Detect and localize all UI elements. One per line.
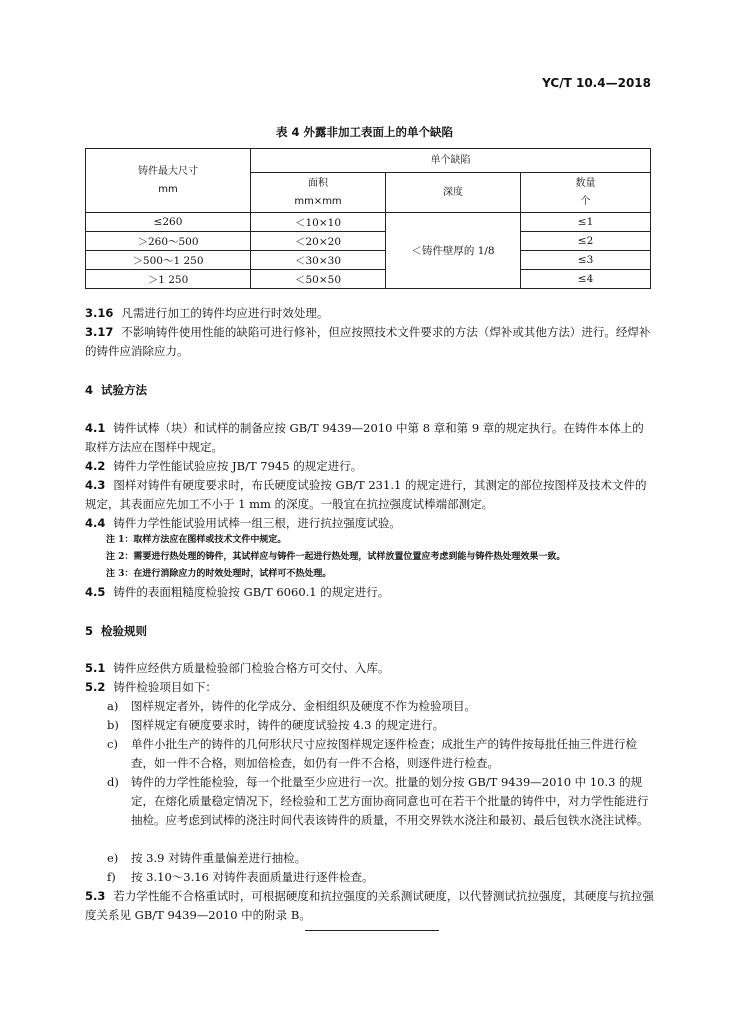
- clause-number: 4.4: [85, 516, 106, 530]
- clause-3-16: [85, 304, 655, 323]
- item-text: 图样规定者外，铸件的化学成分、金相组织及硬度不作为检验项目。: [131, 699, 476, 713]
- item-label: c): [107, 737, 118, 751]
- clause-number: 3.16: [85, 306, 114, 320]
- section-number: 5: [85, 624, 94, 638]
- list-item: [107, 716, 656, 735]
- section-4-heading: [85, 381, 655, 400]
- clause-text: 铸件的表面粗糙度检验按 GB/T 6060.1 的规定进行。: [113, 585, 390, 599]
- clause-text: 若力学性能不合格重试时，可根据硬度和抗拉强度的关系测试硬度，以代替测试抗拉强度，其硬度与抗拉强度关系见 GB/T 9439—2010 中的附录 B。: [85, 889, 654, 922]
- item-text: 按 3.10～3.16 对铸件表面质量进行逐件检查。: [131, 870, 374, 884]
- area-label: 面积: [308, 177, 328, 189]
- table-row: [86, 270, 651, 289]
- clause-number: 5.3: [85, 889, 106, 903]
- table-row: [86, 232, 651, 251]
- count-cell: ≤4: [521, 270, 651, 289]
- clause-4-2: [85, 457, 655, 476]
- standard-code: YC/T 10.4—2018: [542, 76, 651, 90]
- clause-4-5: [85, 583, 655, 602]
- item-label: d): [107, 775, 119, 789]
- clause-4-3: [85, 476, 655, 514]
- clause-text: 铸件力学性能试验应按 JB/T 7945 的规定进行。: [113, 459, 363, 473]
- clause-number: 3.17: [85, 325, 114, 339]
- size-unit: mm: [158, 183, 178, 195]
- section-title: 检验规则: [101, 624, 148, 638]
- note-3: 注 3：在进行消除应力的时效处理时，试样可不热处理。: [106, 569, 332, 579]
- clause-number: 5.2: [85, 680, 106, 694]
- list-item: [107, 849, 656, 868]
- note-1: 注 1：取样方法应在图样或技术文件中规定。: [106, 535, 287, 545]
- item-text: 单件小批生产的铸件的几何形状尺寸应按图样规定逐件检查；成批生产的铸件按每批任抽三件进行检查，如一件不合格，则加倍检查，如仍有一件不合格，则逐件进行检查。: [131, 737, 637, 770]
- header-cell-area: [251, 173, 386, 213]
- clause-number: 5.1: [85, 661, 106, 675]
- clause-number: 4.2: [85, 459, 106, 473]
- count-label: 数量: [575, 177, 596, 189]
- area-unit: mm×mm: [294, 195, 342, 207]
- count-cell: ≤1: [521, 213, 651, 232]
- clause-number: 4.3: [85, 478, 106, 492]
- end-rule: [305, 930, 439, 931]
- area-cell: ＜30×30: [251, 251, 386, 270]
- section-number: 4: [85, 383, 94, 397]
- clause-5-1: [85, 659, 655, 678]
- area-cell: ＜10×10: [251, 213, 386, 232]
- table-row: [86, 213, 651, 232]
- clause-text: 铸件应经供方质量检验部门检验合格方可交付、入库。: [113, 661, 390, 675]
- clause-text: 凡需进行加工的铸件均应进行时效处理。: [121, 306, 329, 320]
- defects-table: [85, 148, 651, 289]
- clause-text: 铸件力学性能试验用试棒一组三根，进行抗拉强度试验。: [113, 516, 401, 530]
- header-cell-count: [521, 173, 651, 213]
- clause-text: 铸件试棒（块）和试样的制备应按 GB/T 9439—2010 中第 8 章和第 9 章的规定执行。在铸件本体上的取样方法应在图样中规定。: [85, 421, 644, 454]
- note-2: 注 2：需要进行热处理的铸件，其试样应与铸件一起进行热处理，试样放置位置应考虑到能与铸件热处理效果一致。: [106, 552, 566, 562]
- size-cell: ＞1 250: [86, 270, 251, 289]
- list-item: [107, 697, 656, 716]
- clause-5-3: [85, 887, 655, 925]
- clause-text: 铸件检验项目如下：: [113, 680, 217, 694]
- list-item: [107, 735, 656, 773]
- item-text: 按 3.9 对铸件重量偏差进行抽检。: [131, 851, 307, 865]
- size-label: 铸件最大尺寸: [138, 165, 198, 177]
- size-cell: ＞500～1 250: [86, 251, 251, 270]
- item-text: 铸件的力学性能检验，每一个批量至少应进行一次。批量的划分按 GB/T 9439—2010 中 10.3 的规定，在熔化质量稳定情况下，经检验和工艺方面协商同意也可在若干个批量的铸件中，对力学性能进行抽检。应考虑到试棒的浇注时间代表该铸件的质量，不用交界铁水浇注和最初、最后包铁水浇注试棒。: [131, 775, 649, 827]
- section-title: 试验方法: [101, 383, 148, 397]
- size-cell: ＞260～500: [86, 232, 251, 251]
- clause-text: 不影响铸件使用性能的缺陷可进行修补，但应按照技术文件要求的方法（焊补或其他方法）进行。经焊补的铸件应消除应力。: [85, 325, 651, 358]
- depth-cell: ＜铸件壁厚的 1/8: [386, 213, 521, 289]
- item-label: f): [107, 870, 116, 884]
- clause-number: 4.1: [85, 421, 106, 435]
- size-cell: ≤260: [86, 213, 251, 232]
- count-unit: 个: [580, 195, 591, 207]
- clause-5-2: [85, 678, 655, 697]
- table-row: [86, 251, 651, 270]
- area-cell: ＜20×20: [251, 232, 386, 251]
- item-label: b): [107, 718, 119, 732]
- list-item: [107, 773, 656, 830]
- header-cell-group: 单个缺陷: [251, 149, 651, 173]
- header-cell-size: [86, 149, 251, 213]
- item-text: 图样规定有硬度要求时，铸件的硬度试验按 4.3 的规定进行。: [131, 718, 445, 732]
- section-5-heading: [85, 622, 655, 641]
- clause-3-17: [85, 323, 655, 361]
- clause-text: 图样对铸件有硬度要求时，布氏硬度试验按 GB/T 231.1 的规定进行，其测定的部位按图样及技术文件的规定，其表面应先加工不小于 1 mm 的深度。一般宜在抗拉强度试棒端部测定。: [85, 478, 647, 511]
- list-item: [107, 868, 656, 887]
- item-label: e): [107, 851, 119, 865]
- area-cell: ＜50×50: [251, 270, 386, 289]
- count-cell: ≤3: [521, 251, 651, 270]
- count-cell: ≤2: [521, 232, 651, 251]
- clause-number: 4.5: [85, 585, 106, 599]
- item-label: a): [107, 699, 119, 713]
- clause-4-4: [85, 514, 655, 533]
- clause-4-1: [85, 419, 655, 457]
- table-title: 表 4 外露非加工表面上的单个缺陷: [275, 125, 453, 139]
- header-cell-depth: 深度: [386, 173, 521, 213]
